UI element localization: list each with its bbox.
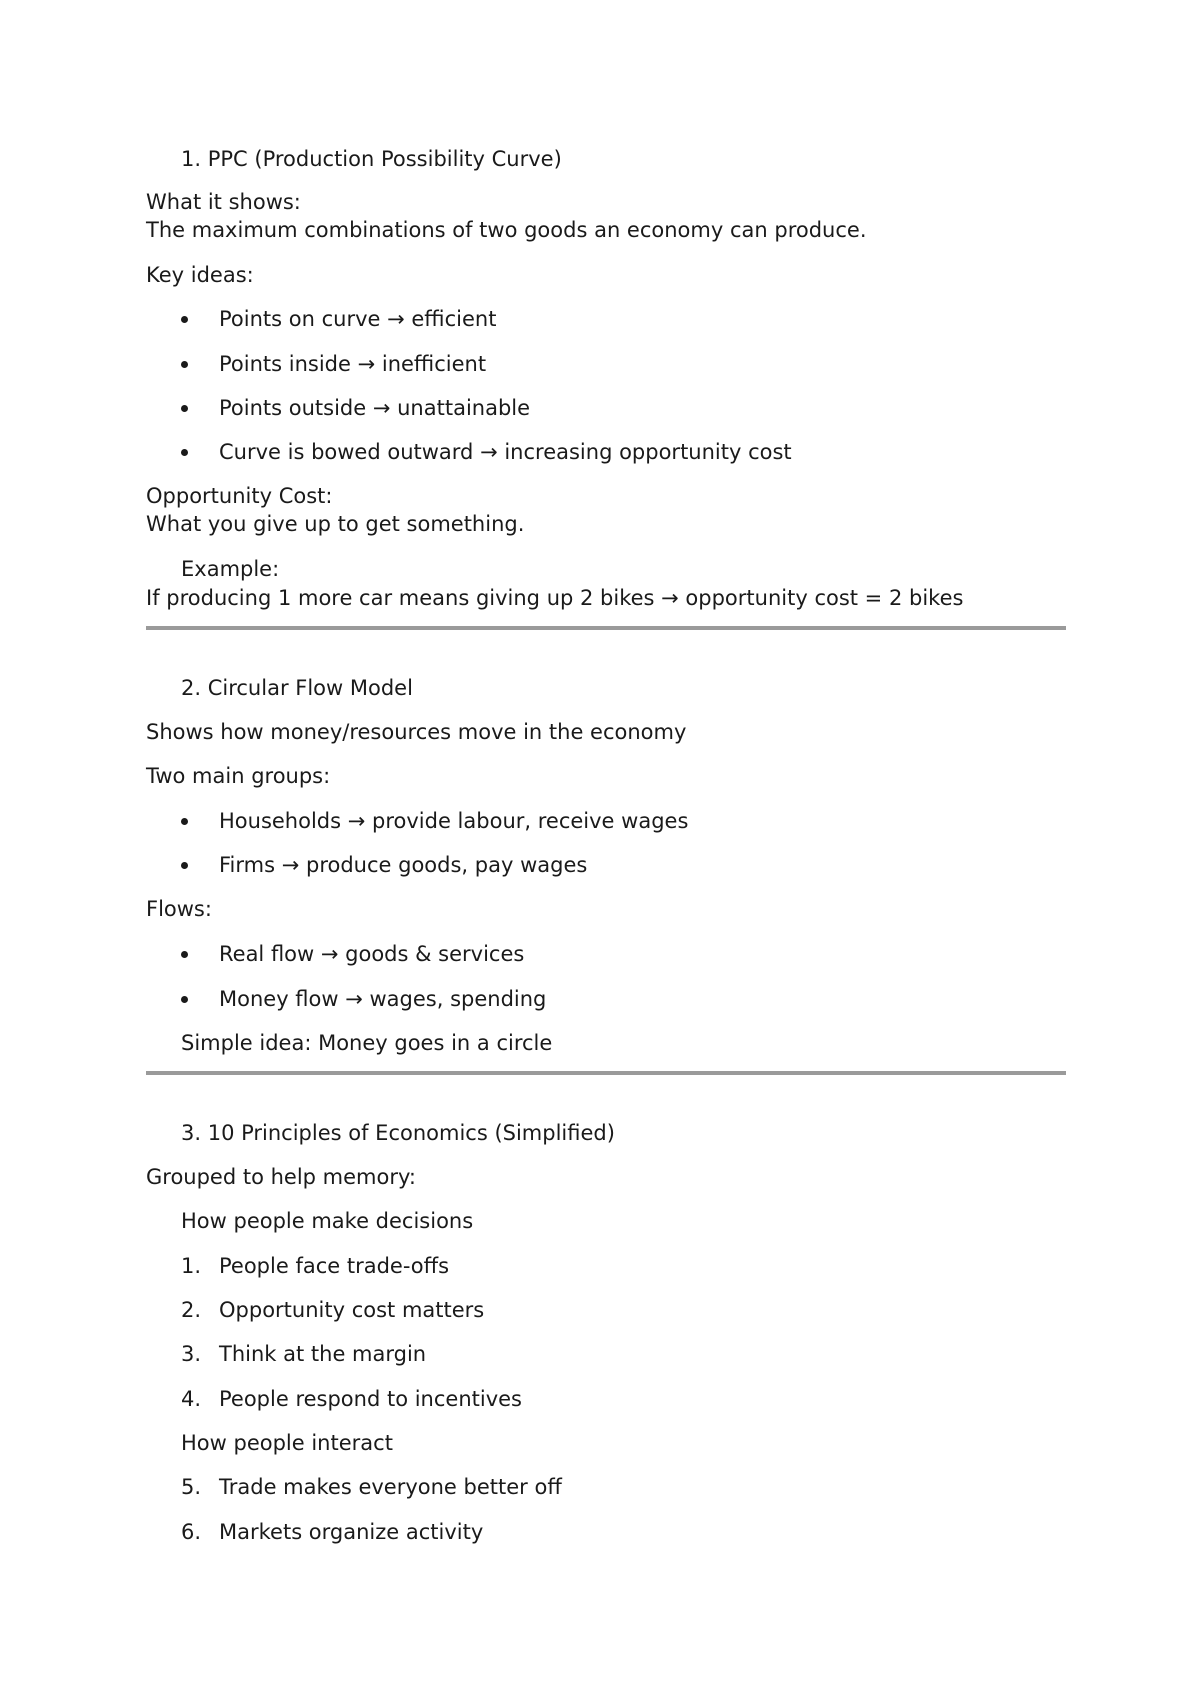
list-item-text: Points on curve → efficient: [219, 307, 497, 331]
bullet-icon: [181, 862, 188, 869]
list-item-text: Think at the margin: [219, 1342, 427, 1366]
ppc-example-text: If producing 1 more car means giving up 2 bikes → opportunity cost = 2 bikes: [146, 586, 964, 610]
cfm-groups-label: Two main groups:: [146, 764, 331, 788]
list-item-text: Firms → produce goods, pay wages: [219, 853, 588, 877]
list-item-text: Points inside → inefficient: [219, 352, 487, 376]
section-divider: [146, 1071, 1066, 1075]
cfm-simple-idea: Simple idea: Money goes in a circle: [181, 1031, 553, 1055]
list-item-text: Households → provide labour, receive wages: [219, 809, 689, 833]
bullet-icon: [181, 996, 188, 1003]
ppc-example-label: Example:: [181, 557, 280, 581]
ppc-what-label: What it shows:: [146, 190, 301, 214]
principles-group-1-label: How people make decisions: [181, 1209, 474, 1233]
ppc-what-text: The maximum combinations of two goods an economy can produce.: [146, 218, 867, 242]
section-3-heading: 3. 10 Principles of Economics (Simplified): [181, 1121, 615, 1145]
ppc-key-label: Key ideas:: [146, 263, 254, 287]
list-item-text: Markets organize activity: [219, 1520, 484, 1544]
cfm-intro: Shows how money/resources move in the economy: [146, 720, 687, 744]
section-2-heading: 2. Circular Flow Model: [181, 676, 413, 700]
list-item-text: Money flow → wages, spending: [219, 987, 547, 1011]
cfm-flows-label: Flows:: [146, 897, 212, 921]
list-number: 3.: [181, 1342, 202, 1366]
bullet-icon: [181, 405, 188, 412]
list-item-text: People respond to incentives: [219, 1387, 523, 1411]
list-number: 4.: [181, 1387, 202, 1411]
section-1-heading: 1. PPC (Production Possibility Curve): [181, 147, 562, 171]
principles-intro: Grouped to help memory:: [146, 1165, 416, 1189]
bullet-icon: [181, 951, 188, 958]
bullet-icon: [181, 818, 188, 825]
list-item-text: Trade makes everyone better off: [219, 1475, 562, 1499]
ppc-oc-text: What you give up to get something.: [146, 512, 525, 536]
bullet-icon: [181, 361, 188, 368]
list-number: 2.: [181, 1298, 202, 1322]
list-number: 5.: [181, 1475, 202, 1499]
list-item-text: Curve is bowed outward → increasing opportunity cost: [219, 440, 792, 464]
section-divider: [146, 626, 1066, 630]
principles-group-2-label: How people interact: [181, 1431, 393, 1455]
list-item-text: People face trade-offs: [219, 1254, 450, 1278]
list-number: 6.: [181, 1520, 202, 1544]
bullet-icon: [181, 449, 188, 456]
list-item-text: Real flow → goods & services: [219, 942, 525, 966]
list-item-text: Opportunity cost matters: [219, 1298, 485, 1322]
ppc-oc-label: Opportunity Cost:: [146, 484, 333, 508]
bullet-icon: [181, 316, 188, 323]
list-item-text: Points outside → unattainable: [219, 396, 531, 420]
list-number: 1.: [181, 1254, 202, 1278]
